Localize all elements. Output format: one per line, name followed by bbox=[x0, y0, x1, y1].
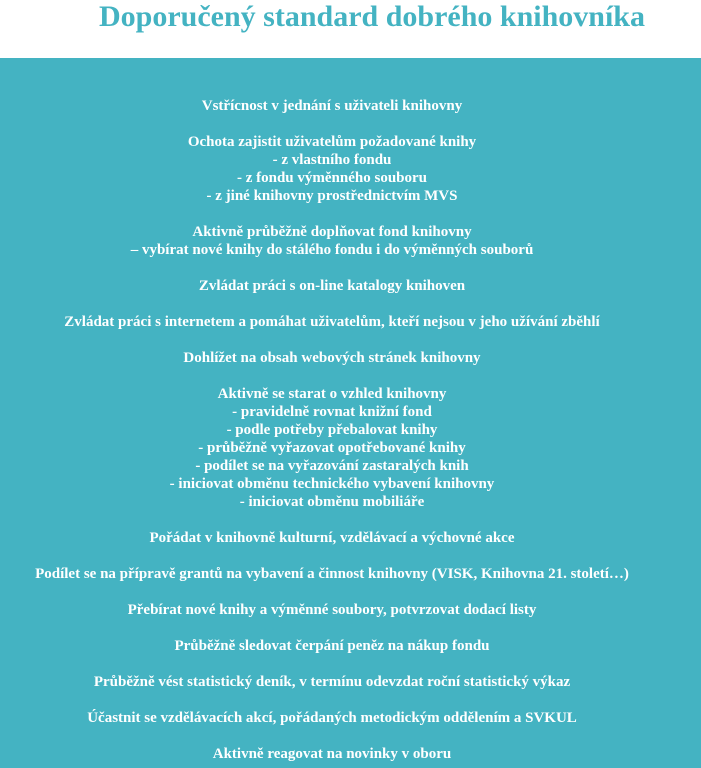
standard-item-heading: Průběžně vést statistický deník, v termínu odevzdat roční statistický výkaz bbox=[93, 674, 571, 690]
standard-item-subpoint: - z jiné knihovny prostřednictvím MVS bbox=[206, 188, 458, 204]
standard-item bbox=[0, 313, 664, 331]
standard-item bbox=[0, 223, 664, 259]
content-panel bbox=[0, 58, 701, 768]
standards-list bbox=[0, 97, 664, 768]
header bbox=[0, 0, 701, 58]
standard-item-heading: Účastnit se vzdělávacích akcí, pořádaných metodickým oddělením a SVKUL bbox=[87, 710, 577, 726]
standard-item-heading: Dohlížet na obsah webových stránek knihovny bbox=[183, 350, 481, 366]
standard-item bbox=[0, 565, 664, 583]
standard-item-subpoint: - iniciovat obměnu technického vybavení knihovny bbox=[169, 476, 495, 492]
standard-item bbox=[0, 349, 664, 367]
standard-item-heading: Aktivně průběžně doplňovat fond knihovny bbox=[192, 224, 472, 240]
standard-item bbox=[0, 133, 664, 205]
standard-item-heading: Vstřícnost v jednání s uživateli knihovny bbox=[201, 98, 463, 114]
standard-item-heading: Podílet se na přípravě grantů na vybavení a činnost knihovny (VISK, Knihovna 21. století…) bbox=[35, 566, 629, 582]
standard-item-subpoint: - z fondu výměnného souboru bbox=[236, 170, 428, 186]
standard-item-subpoint: - podle potřeby přebalovat knihy bbox=[226, 422, 438, 438]
standard-item-subpoint: - podílet se na vyřazování zastaralých knih bbox=[195, 458, 469, 474]
standard-item-heading: Pořádat v knihovně kulturní, vzdělávací a výchovné akce bbox=[149, 530, 515, 546]
standard-item-heading: Zvládat práci s internetem a pomáhat uživatelům, kteří nejsou v jeho užívání zběhlí bbox=[64, 314, 600, 330]
standard-item bbox=[0, 529, 664, 547]
standard-item-heading: Průběžně sledovat čerpání peněz na nákup fondu bbox=[174, 638, 490, 654]
standard-item bbox=[0, 637, 664, 655]
standard-item bbox=[0, 745, 664, 763]
standard-item bbox=[0, 709, 664, 727]
standard-item-subpoint: - průběžně vyřazovat opotřebované knihy bbox=[198, 440, 466, 456]
standard-item-heading: Aktivně se starat o vzhled knihovny bbox=[217, 386, 447, 402]
standard-item bbox=[0, 97, 664, 115]
page-title: Doporučený standard dobrého knihovníka bbox=[99, 0, 645, 33]
standard-item bbox=[0, 277, 664, 295]
standard-item-subpoint: - pravidelně rovnat knižní fond bbox=[232, 404, 432, 420]
standard-item bbox=[0, 385, 664, 511]
standard-item bbox=[0, 673, 664, 691]
standard-item-subpoint: – vybírat nové knihy do stálého fondu i do výměnných souborů bbox=[130, 242, 534, 258]
standard-item-subpoint: - iniciovat obměnu mobiliáře bbox=[239, 494, 425, 510]
standard-item-heading: Zvládat práci s on-line katalogy knihoven bbox=[198, 278, 466, 294]
standard-item-heading: Přebírat nové knihy a výměnné soubory, potvrzovat dodací listy bbox=[127, 602, 537, 618]
standard-item bbox=[0, 601, 664, 619]
standard-item-subpoint: - z vlastního fondu bbox=[272, 152, 392, 168]
standard-item-heading: Ochota zajistit uživatelům požadované knihy bbox=[187, 134, 477, 150]
standard-item-heading: Aktivně reagovat na novinky v oboru bbox=[212, 746, 452, 762]
